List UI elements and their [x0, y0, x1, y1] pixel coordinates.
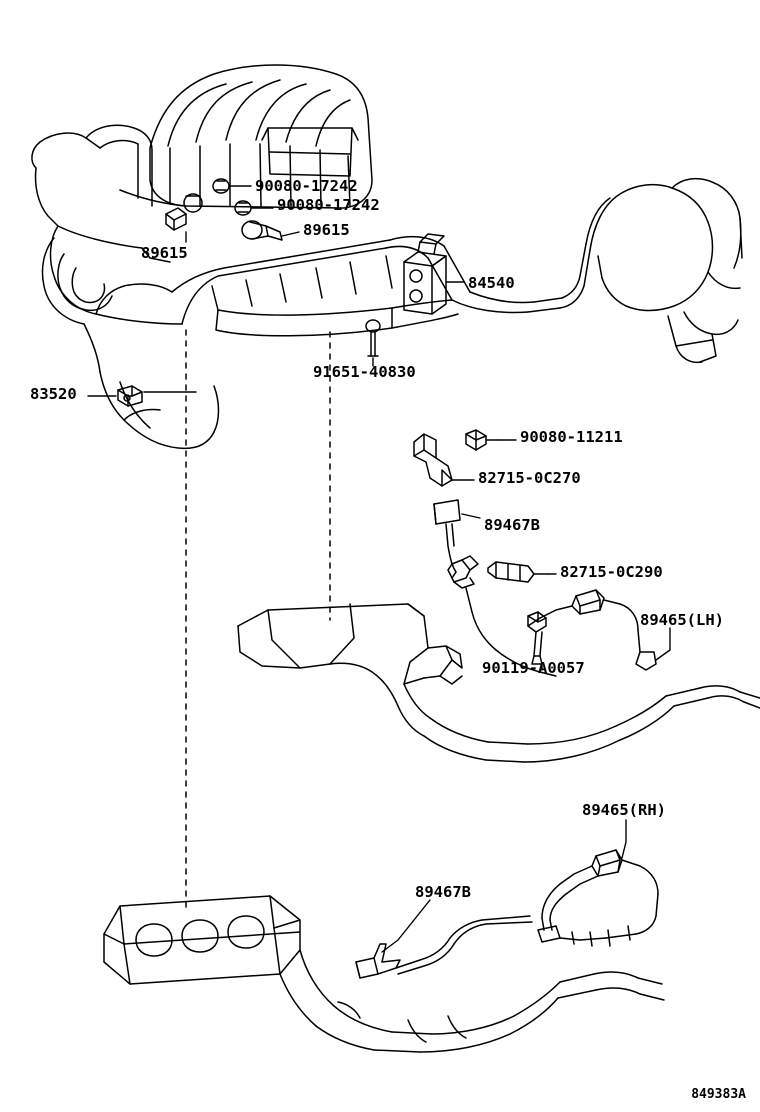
callout-84540: 84540 [468, 274, 515, 292]
callout-90080-11211: 90080-11211 [520, 428, 623, 446]
part-90080-17242-a [213, 179, 229, 193]
callout-91651-40830: 91651-40830 [313, 363, 416, 381]
part-89465-RH [538, 850, 658, 946]
exhaust-assembly-bottom [280, 950, 664, 1052]
part-84540 [404, 234, 446, 314]
callout-89467B-upper: 89467B [484, 516, 540, 534]
callout-83520: 83520 [30, 385, 77, 403]
part-89465-LH [528, 590, 656, 670]
callout-90080-17242-a: 90080-17242 [255, 177, 358, 195]
callout-89615-b: 89615 [141, 244, 188, 262]
part-89615-lower [242, 221, 282, 240]
callout-90080-17242-b: 90080-17242 [277, 196, 380, 214]
callout-89467B-bottom: 89467B [415, 883, 471, 901]
part-89467B-bottom [356, 916, 532, 978]
part-90080-11211 [466, 430, 498, 450]
part-89615-upper [166, 194, 202, 230]
part-91651-40830 [366, 320, 380, 356]
callout-89615-a: 89615 [303, 221, 350, 239]
cylinder-head-bottom [104, 896, 300, 984]
callout-89465-LH: 89465(LH) [640, 611, 724, 629]
callout-82715-0C290: 82715-0C290 [560, 563, 663, 581]
diagram-code: 849383A [691, 1087, 746, 1102]
part-82715-0C290 [488, 562, 548, 582]
callout-89465-RH: 89465(RH) [582, 801, 666, 819]
callout-90119-A0057: 90119-A0057 [482, 659, 585, 677]
callout-82715-0C270: 82715-0C270 [478, 469, 581, 487]
part-90080-17242-b [235, 201, 251, 215]
part-82715-0C270 [414, 434, 452, 486]
